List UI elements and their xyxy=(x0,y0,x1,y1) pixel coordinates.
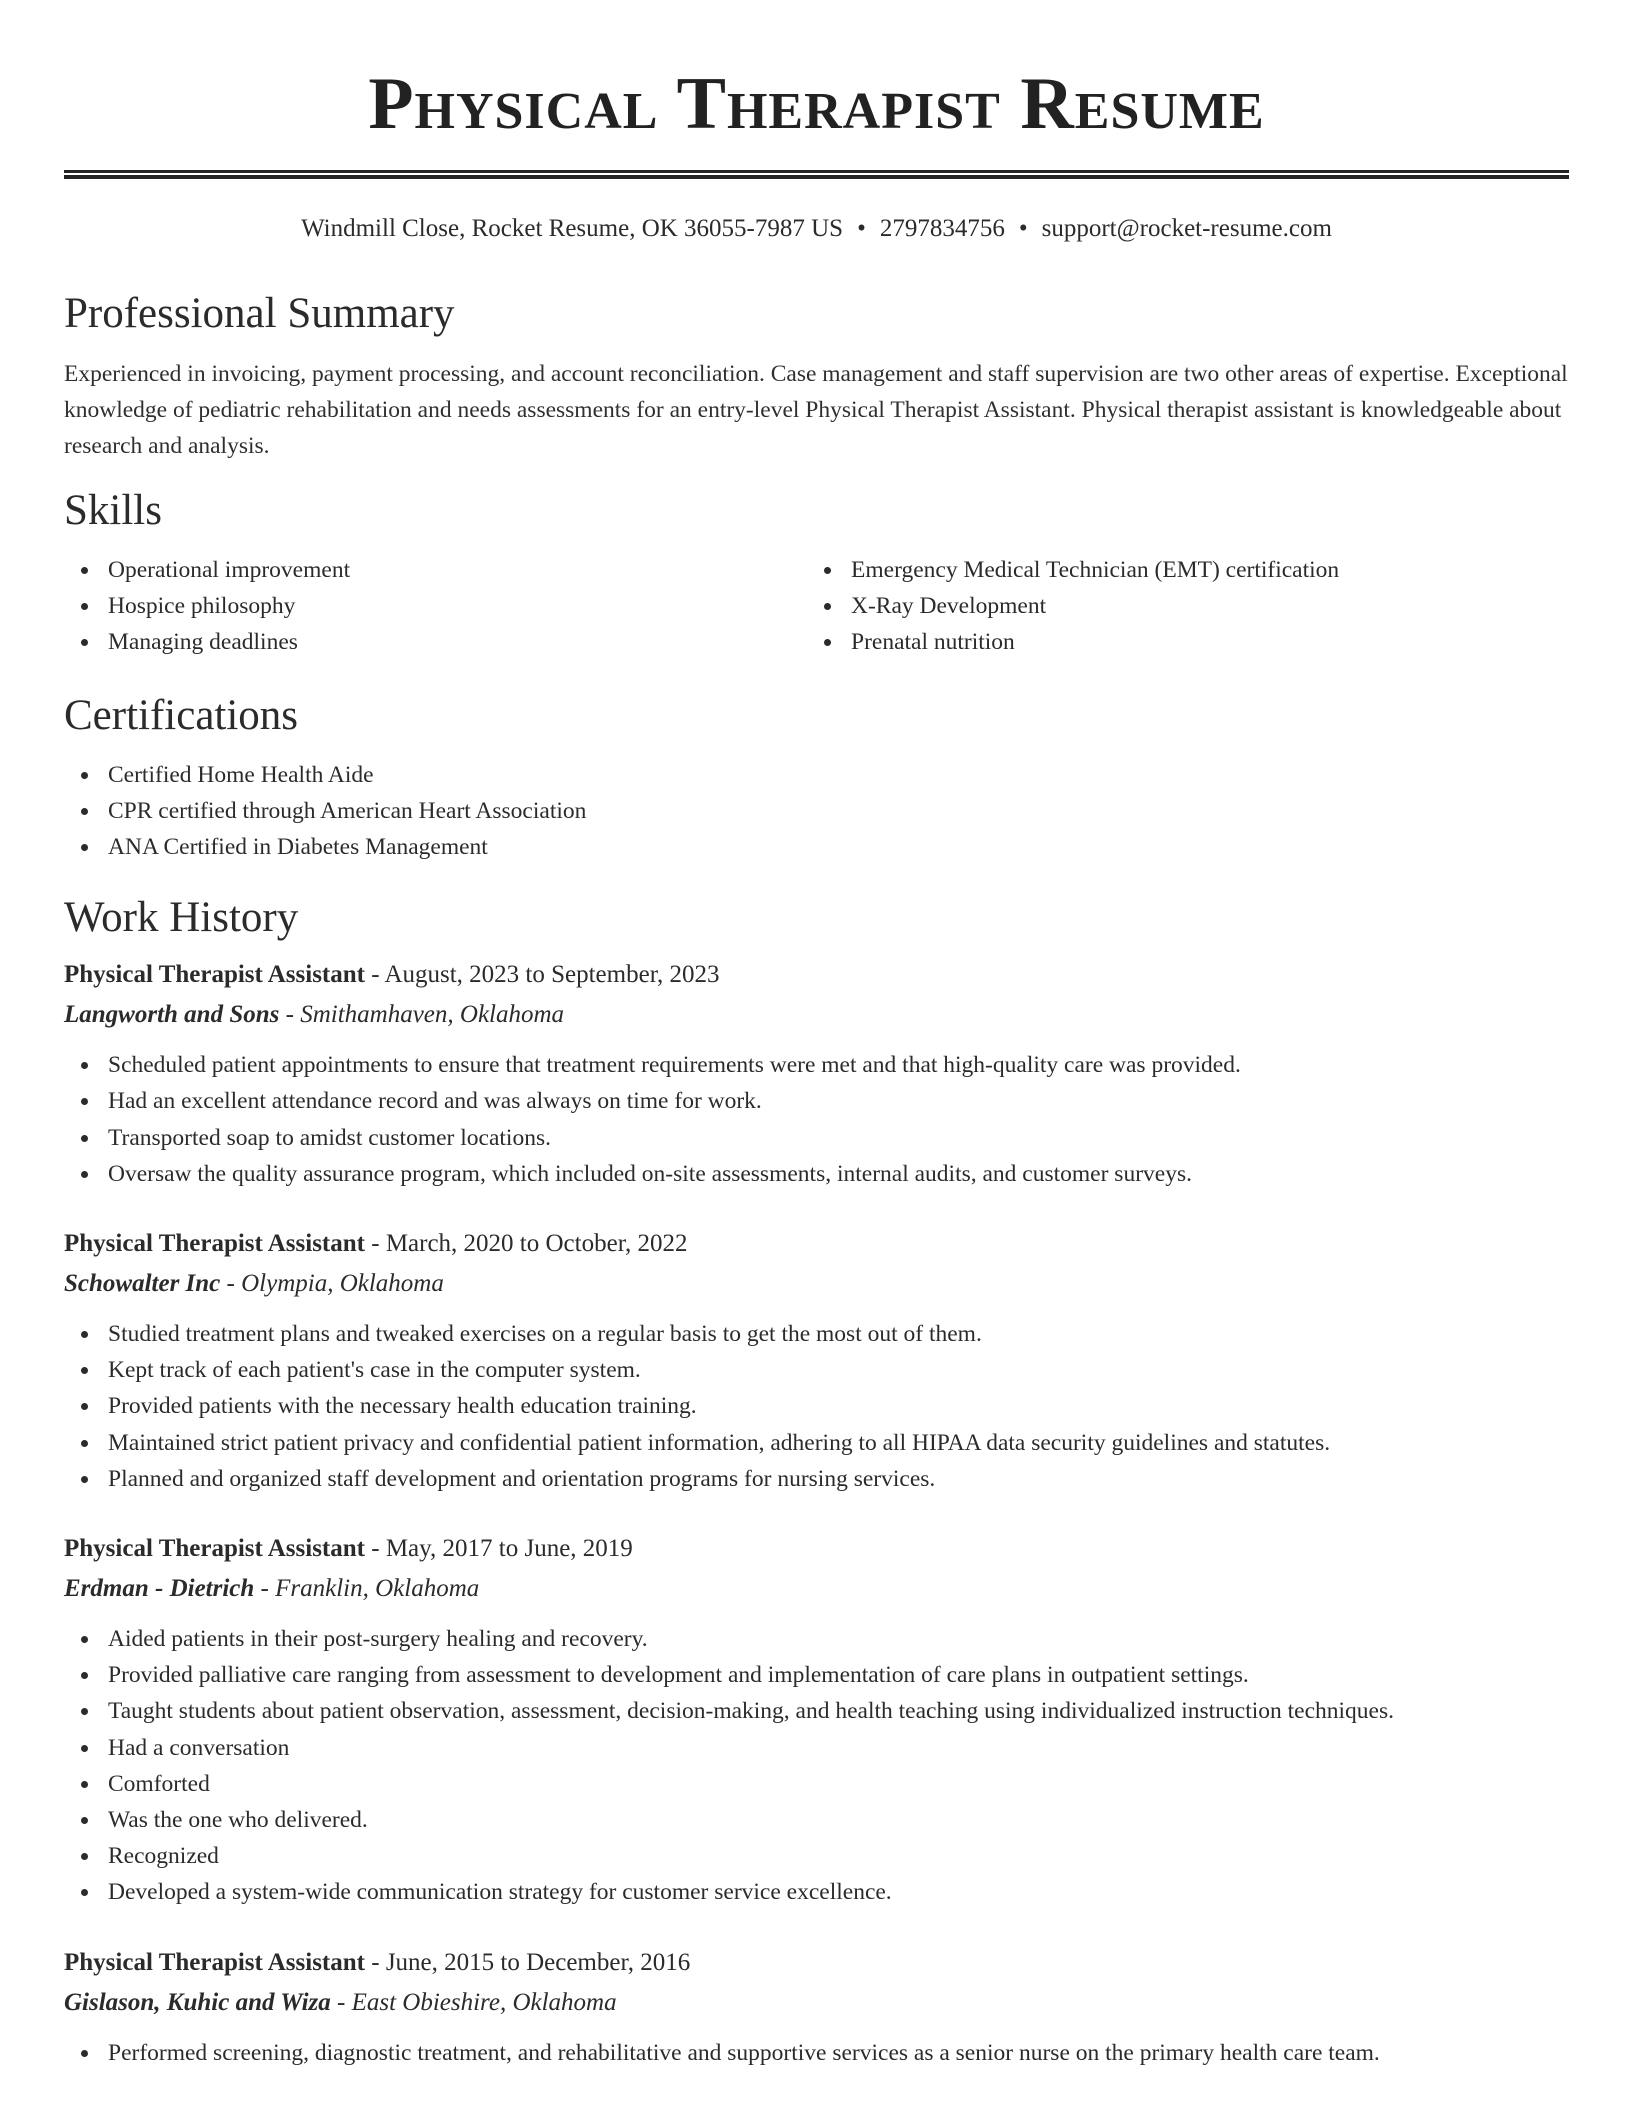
job-employer: Langworth and Sons - Smithamhaven, Oklahoma xyxy=(64,1001,565,1029)
job-duties xyxy=(64,1047,1569,1192)
job-dates: June, 2015 to December, 2016 xyxy=(385,1948,691,1976)
skills-column-right xyxy=(807,552,1550,661)
job-employer: Schowalter Inc - Olympia, Oklahoma xyxy=(64,1270,444,1298)
contact-address: Windmill Close, Rocket Resume, OK 36055-7987 US xyxy=(301,215,844,242)
certification-item: Certified Home Health Aide xyxy=(64,757,1569,793)
job-header: Physical Therapist Assistant - May, 2017 to June, 2019 xyxy=(64,1535,633,1563)
skill-item: Operational improvement xyxy=(64,552,807,588)
job-duty: Taught students about patient observation, assessment, decision-making, and health teaching using individualized instruction techniques. xyxy=(64,1693,1569,1729)
job-location: Olympia, Oklahoma xyxy=(241,1270,444,1298)
job-duty: Maintained strict patient privacy and confidential patient information, adhering to all HIPAA data security guidelines and statutes. xyxy=(64,1425,1569,1461)
resume-title: Physical Therapist Resume xyxy=(368,63,1265,145)
skills-column-left xyxy=(64,552,807,661)
job-entry xyxy=(64,957,1569,1192)
job-entry xyxy=(64,1531,1569,1911)
job-title: Physical Therapist Assistant xyxy=(64,1230,365,1258)
job-company: Gislason, Kuhic and Wiza xyxy=(64,1988,331,2016)
job-duties xyxy=(64,1621,1569,1911)
work-history-heading: Work History xyxy=(64,894,299,942)
certification-item: CPR certified through American Heart Association xyxy=(64,793,1569,829)
job-header: Physical Therapist Assistant - March, 2020 to October, 2022 xyxy=(64,1230,688,1258)
job-duty: Studied treatment plans and tweaked exercises on a regular basis to get the most out of them. xyxy=(64,1316,1569,1352)
skill-item: Emergency Medical Technician (EMT) certification xyxy=(807,552,1550,588)
job-duties xyxy=(64,1316,1569,1497)
job-duty: Comforted xyxy=(64,1766,1569,1802)
job-dates: May, 2017 to June, 2019 xyxy=(385,1535,633,1563)
contact-separator: • xyxy=(857,215,866,242)
title-divider xyxy=(64,170,1569,179)
skill-item: Prenatal nutrition xyxy=(807,624,1550,660)
skills-heading: Skills xyxy=(64,487,162,534)
summary-text: Experienced in invoicing, payment processing, and account reconciliation. Case management and staff supervision are two other areas of expertise. Exceptional knowledge of pediatric rehabilitation and needs assessments for an entry-level Physical Therapist Assistant. Physical therapist assistant is knowledgeable about research and analysis. xyxy=(64,361,1568,459)
job-entry xyxy=(64,1226,1569,1497)
job-duty: Provided patients with the necessary health education training. xyxy=(64,1388,1569,1424)
job-title: Physical Therapist Assistant xyxy=(64,961,365,989)
job-duty: Scheduled patient appointments to ensure that treatment requirements were met and that high-quality care was provided. xyxy=(64,1047,1569,1083)
job-location: Smithamhaven, Oklahoma xyxy=(300,1001,565,1029)
certifications-heading: Certifications xyxy=(64,691,299,739)
job-employer: Erdman - Dietrich - Franklin, Oklahoma xyxy=(64,1575,480,1603)
skill-item: Hospice philosophy xyxy=(64,588,807,624)
job-dates: March, 2020 to October, 2022 xyxy=(385,1230,688,1258)
job-duty: Oversaw the quality assurance program, which included on-site assessments, internal audits, and customer surveys. xyxy=(64,1156,1569,1192)
job-duty: Kept track of each patient's case in the computer system. xyxy=(64,1352,1569,1388)
skill-item: Managing deadlines xyxy=(64,624,807,660)
skills-list xyxy=(64,552,1569,661)
job-duty: Had an excellent attendance record and was always on time for work. xyxy=(64,1083,1569,1119)
job-duty: Aided patients in their post-surgery healing and recovery. xyxy=(64,1621,1569,1657)
contact-phone: 2797834756 xyxy=(879,215,1005,242)
skill-item: X-Ray Development xyxy=(807,588,1550,624)
job-title: Physical Therapist Assistant xyxy=(64,1948,365,1976)
job-duty: Planned and organized staff development and orientation programs for nursing services. xyxy=(64,1461,1569,1497)
job-employer: Gislason, Kuhic and Wiza - East Obieshire, Oklahoma xyxy=(64,1988,617,2016)
contact-line xyxy=(64,213,1569,245)
job-location: Franklin, Oklahoma xyxy=(275,1575,480,1603)
job-duty: Performed screening, diagnostic treatment, and rehabilitative and supportive services as a senior nurse on the primary health care team. xyxy=(64,2035,1569,2071)
job-company: Erdman - Dietrich xyxy=(64,1575,255,1603)
job-company: Langworth and Sons xyxy=(64,1001,280,1029)
job-duty: Had a conversation xyxy=(64,1730,1569,1766)
contact-email: support@rocket-resume.com xyxy=(1041,215,1332,242)
job-duty: Was the one who delivered. xyxy=(64,1802,1569,1838)
job-duties xyxy=(64,2035,1569,2071)
certification-item: ANA Certified in Diabetes Management xyxy=(64,829,1569,865)
job-entry xyxy=(64,1945,1569,2071)
contact-separator: • xyxy=(1018,215,1028,242)
job-company: Schowalter Inc xyxy=(64,1270,221,1298)
job-duty: Recognized xyxy=(64,1838,1569,1874)
job-title: Physical Therapist Assistant xyxy=(64,1535,365,1563)
job-duty: Provided palliative care ranging from assessment to development and implementation of care plans in outpatient settings. xyxy=(64,1657,1569,1693)
job-location: East Obieshire, Oklahoma xyxy=(351,1988,617,2016)
summary-heading: Professional Summary xyxy=(64,290,455,337)
job-header: Physical Therapist Assistant - August, 2023 to September, 2023 xyxy=(64,961,720,989)
job-duty: Developed a system-wide communication strategy for customer service excellence. xyxy=(64,1874,1569,1910)
job-dates: August, 2023 to September, 2023 xyxy=(384,961,720,989)
resume-page xyxy=(64,0,1569,2071)
job-header: Physical Therapist Assistant - June, 2015 to December, 2016 xyxy=(64,1948,691,1976)
certifications-list xyxy=(64,757,1569,866)
job-duty: Transported soap to amidst customer locations. xyxy=(64,1120,1569,1156)
